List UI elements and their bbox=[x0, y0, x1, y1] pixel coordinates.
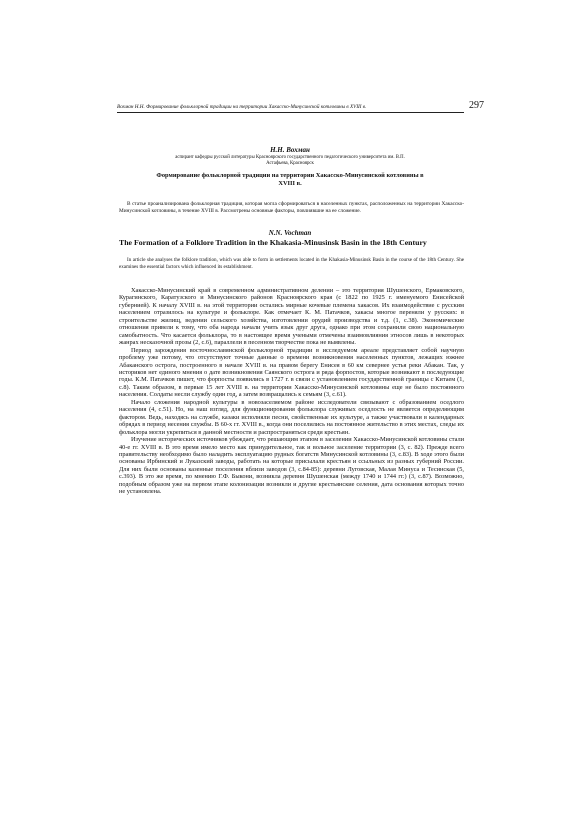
author-name-ru: Н.Н. Вохман bbox=[270, 146, 310, 154]
body-paragraph: Изучение исторических источников убеждает, что решающим этапом в заселении Хакасско-Минусинской котловины стали 40-е гг. XVIII в. В это время имело место как принудительное, так и вольное заселение территории (3, с. 82). Прежде всего правительству необходимо было наладить эксплуатацию рудных богатств Минусинской котловины (3, с.83). В ходе этого были основаны Ирбинский и Луказский заводы, работать на которые присылали крестьян и ссыльных из разных губерний России. Для них были основаны казенные поселения вблизи заводов (3, с.84-85): деревни Луговская, Малая Минуса и Тесинская (5, с.393). В это же время, по мнению Г.Ф. Быкони, возникла деревня Шушенская (между 1740 и 1744 гг.) (3, с.87). Возможно, подобным образом уже на первом этапе колонизации возникли и другие крестьянские селения, дата основания которых точно не установлена. bbox=[119, 436, 464, 496]
abstract-en: In article she analyses the folklore tradition, which was able to form in settlements located in the Khakasia-Minusinsk Basin in the course of the 18th Century. She examines the essential factors which influenced its establishment. bbox=[119, 257, 464, 271]
article-body bbox=[119, 287, 464, 496]
author-affiliation: аспирант кафедры русской литературы Красноярского государственного педагогического университета им. В.П. Астафьева, Красноярск bbox=[175, 155, 405, 166]
page-number: 297 bbox=[469, 100, 484, 111]
body-paragraph: Начало сложения народной культуры в новозаселяемом районе исследователи связывают с образованием оседлого населения (4, с.51). Но, на наш взгляд, для функционирования фольклора служивых оседлость не является определяющим фактором. Ведь, находясь на службе, казаки исполняли песни, свойственные их культуре, а также участвовали в календарных обрядах в период несения службы. В 60-х гг. XVIII в., когда они поселились на постоянное жительство в этих местах, следы их фольклора могли укрепиться в данной местности и распространяться среди крестьян. bbox=[119, 398, 464, 436]
running-header: Вохман Н.Н. Формирование фольклорной традиции на территории Хакасско-Минусинской котловины в XVIII в. bbox=[117, 104, 464, 113]
body-paragraph: Период зарождения восточнославянской фольклорной традиции в исследуемом ареале представляет собой научную проблему уже потому, что отсутствуют точные данные о времени возникновения населенных пунктов, лежащих южнее Абаканского острога, построенного в начале XVIII в. на правом берегу Енисея в 60 км севернее устья реки Абакан. Так, у историков нет единого мнения о дате возникновения Саянского острога и ряда форпостов, которые возникают в последующие годы. К.М. Патачков пишет, что форпосты появились в 1727 г. в связи с установлением государственной границы с Китаем (1, с.8). Таким образом, в первые 15 лет XVIII в. на территории Хакасско-Минусинской котловины еще не было постоянного населения. Солдаты несли службу один год, а затем возвращались к семьям (3, с.61). bbox=[119, 346, 464, 399]
body-paragraph: Хакасско-Минусинский край в современном административном делении – это территория Шушенского, Ермаковского, Курагинского, Каратузского и Минусинского районов Красноярского края (с 1822 по 1925 г. именуемого Енисейской губернией). К началу XVIII в. на этой территории остались мирные кочевые племена хакасов. Их взаимодействие с русским населением отразилось на культуре и фольклоре. Как отмечает К. М. Патачков, хакасы многое переняли у русских: в строительстве жилищ, ведении сельского хозяйства, изготовлении орудий производства и т.д. (1, с.38). Экономические отношения привели к тому, что оба народа начали учить язык друг друга, однако при этом сохранили свою национальную самобытность. Что касается фольклора, то в настоящее время учеными отмечены взаимовлияния этносов лишь в некоторых жанрах несказочной прозы (2, с.6), параллели в песенном творчестве пока не выявлены. bbox=[119, 287, 464, 347]
abstract-ru: В статье проанализирована фольклорная традиция, которая могла сформироваться в населенных пунктах, расположенных на территории Хакасско-Минусинской котловины, в течение XVIII в. Рассмотрены основные факторы, повлиявшие на ее сложение. bbox=[119, 201, 464, 215]
article-title-en: The Formation of a Folklore Tradition in the Khakasia-Minusinsk Basin in the 18th Century bbox=[119, 238, 427, 247]
author-name-en: N.N. Vochman bbox=[268, 229, 312, 237]
article-title-ru: Формирование фольклорной традиции на территории Хакасско-Минусинской котловины в XVIII в. bbox=[156, 172, 424, 187]
